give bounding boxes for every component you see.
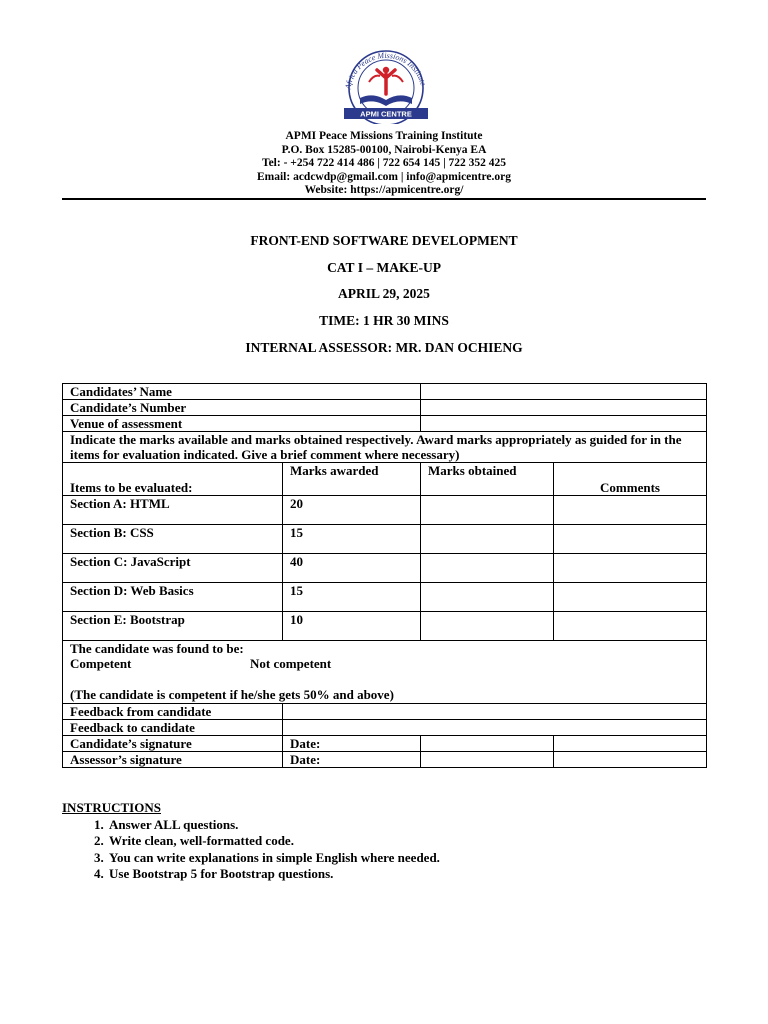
column-header-row bbox=[63, 463, 707, 496]
org-name: APMI Peace Missions Training Institute bbox=[285, 130, 483, 142]
internal-assessor: INTERNAL ASSESSOR: MR. DAN OCHIENG bbox=[245, 339, 523, 355]
section-name: Section A: HTML bbox=[63, 496, 283, 525]
feedback-from-row bbox=[63, 704, 707, 720]
feedback-to-field[interactable] bbox=[283, 720, 707, 736]
candidate-signature-field[interactable] bbox=[421, 736, 554, 752]
comments-cell[interactable] bbox=[554, 583, 707, 612]
competence-block bbox=[63, 641, 707, 704]
section-row bbox=[63, 583, 707, 612]
comments-cell[interactable] bbox=[554, 554, 707, 583]
section-row bbox=[63, 554, 707, 583]
instructions-list bbox=[62, 817, 440, 883]
marks-awarded-header: Marks awarded bbox=[283, 463, 421, 496]
org-email: Email: acdcwdp@gmail.com | info@apmicentre.org bbox=[256, 170, 511, 183]
apmi-logo bbox=[336, 42, 436, 124]
candidate-number-row bbox=[63, 400, 707, 416]
assessor-signature-extra[interactable] bbox=[554, 752, 707, 768]
venue-label: Venue of assessment bbox=[63, 416, 421, 432]
org-phone: Tel: - +254 722 414 486 | 722 654 145 | 722 352 425 bbox=[261, 157, 507, 169]
competent-option[interactable]: Competent bbox=[70, 656, 132, 671]
competence-intro: The candidate was found to be: bbox=[70, 641, 244, 656]
candidate-name-row bbox=[63, 384, 707, 400]
feedback-from-field[interactable] bbox=[283, 704, 707, 720]
comments-header: Comments bbox=[554, 463, 707, 496]
section-name: Section E: Bootstrap bbox=[63, 612, 283, 641]
section-marks: 20 bbox=[283, 496, 421, 525]
feedback-to-row bbox=[63, 720, 707, 736]
comments-cell[interactable] bbox=[554, 496, 707, 525]
items-header: Items to be evaluated: bbox=[63, 463, 283, 496]
candidate-name-field[interactable] bbox=[421, 384, 707, 400]
exam-title: CAT I – MAKE-UP bbox=[327, 259, 441, 275]
marks-obtained-cell[interactable] bbox=[421, 583, 554, 612]
section-row bbox=[63, 525, 707, 554]
instructions bbox=[62, 800, 440, 883]
comments-cell[interactable] bbox=[554, 612, 707, 641]
marks-obtained-cell[interactable] bbox=[421, 496, 554, 525]
venue-field[interactable] bbox=[421, 416, 707, 432]
section-marks: 15 bbox=[283, 525, 421, 554]
section-name: Section D: Web Basics bbox=[63, 583, 283, 612]
feedback-from-label: Feedback from candidate bbox=[63, 704, 283, 720]
marks-obtained-cell[interactable] bbox=[421, 554, 554, 583]
course-title: FRONT-END SOFTWARE DEVELOPMENT bbox=[250, 233, 518, 248]
not-competent-option[interactable]: Not competent bbox=[250, 656, 332, 671]
marking-instruction: Indicate the marks available and marks obtained respectively. Award marks appropriately as guided for in the items for evaluation indicated. Give a brief comment where necessary) bbox=[63, 432, 707, 463]
org-address: P.O. Box 15285-00100, Nairobi-Kenya EA bbox=[281, 143, 487, 156]
instruction-item: 2. Write clean, well-formatted code. bbox=[107, 833, 440, 850]
header-divider bbox=[62, 198, 706, 200]
assessor-signature-row bbox=[63, 752, 707, 768]
instructions-heading: INSTRUCTIONS bbox=[62, 800, 161, 815]
comments-cell[interactable] bbox=[554, 525, 707, 554]
section-marks: 10 bbox=[283, 612, 421, 641]
instruction-item: 3. You can write explanations in simple English where needed. bbox=[107, 850, 440, 867]
assessor-signature-label: Assessor’s signature bbox=[63, 752, 283, 768]
feedback-to-label: Feedback to candidate bbox=[63, 720, 283, 736]
competence-note: (The candidate is competent if he/she gets 50% and above) bbox=[70, 687, 394, 702]
section-name: Section B: CSS bbox=[63, 525, 283, 554]
instruction-item: 1. Answer ALL questions. bbox=[107, 817, 440, 834]
exam-date: APRIL 29, 2025 bbox=[338, 286, 430, 302]
candidate-signature-row bbox=[63, 736, 707, 752]
section-row bbox=[63, 496, 707, 525]
logo-banner-text: APMI CENTRE bbox=[360, 109, 412, 119]
section-name: Section C: JavaScript bbox=[63, 554, 283, 583]
marks-obtained-cell[interactable] bbox=[421, 612, 554, 641]
assessor-signature-field[interactable] bbox=[421, 752, 554, 768]
marks-obtained-cell[interactable] bbox=[421, 525, 554, 554]
venue-row bbox=[63, 416, 707, 432]
exam-time: TIME: 1 HR 30 MINS bbox=[319, 313, 449, 329]
instruction-item: 4. Use Bootstrap 5 for Bootstrap questions. bbox=[107, 866, 440, 883]
organization-info bbox=[0, 130, 768, 198]
candidate-signature-label: Candidate’s signature bbox=[63, 736, 283, 752]
instruction-row bbox=[63, 432, 707, 463]
candidate-signature-date: Date: bbox=[283, 736, 421, 752]
logo-ring-text: Africa Peace Missions Institute bbox=[343, 50, 428, 90]
section-marks: 15 bbox=[283, 583, 421, 612]
evaluation-table bbox=[62, 383, 707, 768]
candidate-signature-extra[interactable] bbox=[554, 736, 707, 752]
candidate-number-field[interactable] bbox=[421, 400, 707, 416]
marks-obtained-header: Marks obtained bbox=[421, 463, 554, 496]
section-marks: 40 bbox=[283, 554, 421, 583]
candidate-name-label: Candidates’ Name bbox=[63, 384, 421, 400]
section-row bbox=[63, 612, 707, 641]
competence-row bbox=[63, 641, 707, 704]
exam-titles bbox=[0, 232, 768, 365]
candidate-number-label: Candidate’s Number bbox=[63, 400, 421, 416]
org-website: Website: https://apmicentre.org/ bbox=[304, 184, 464, 196]
assessor-signature-date: Date: bbox=[283, 752, 421, 768]
